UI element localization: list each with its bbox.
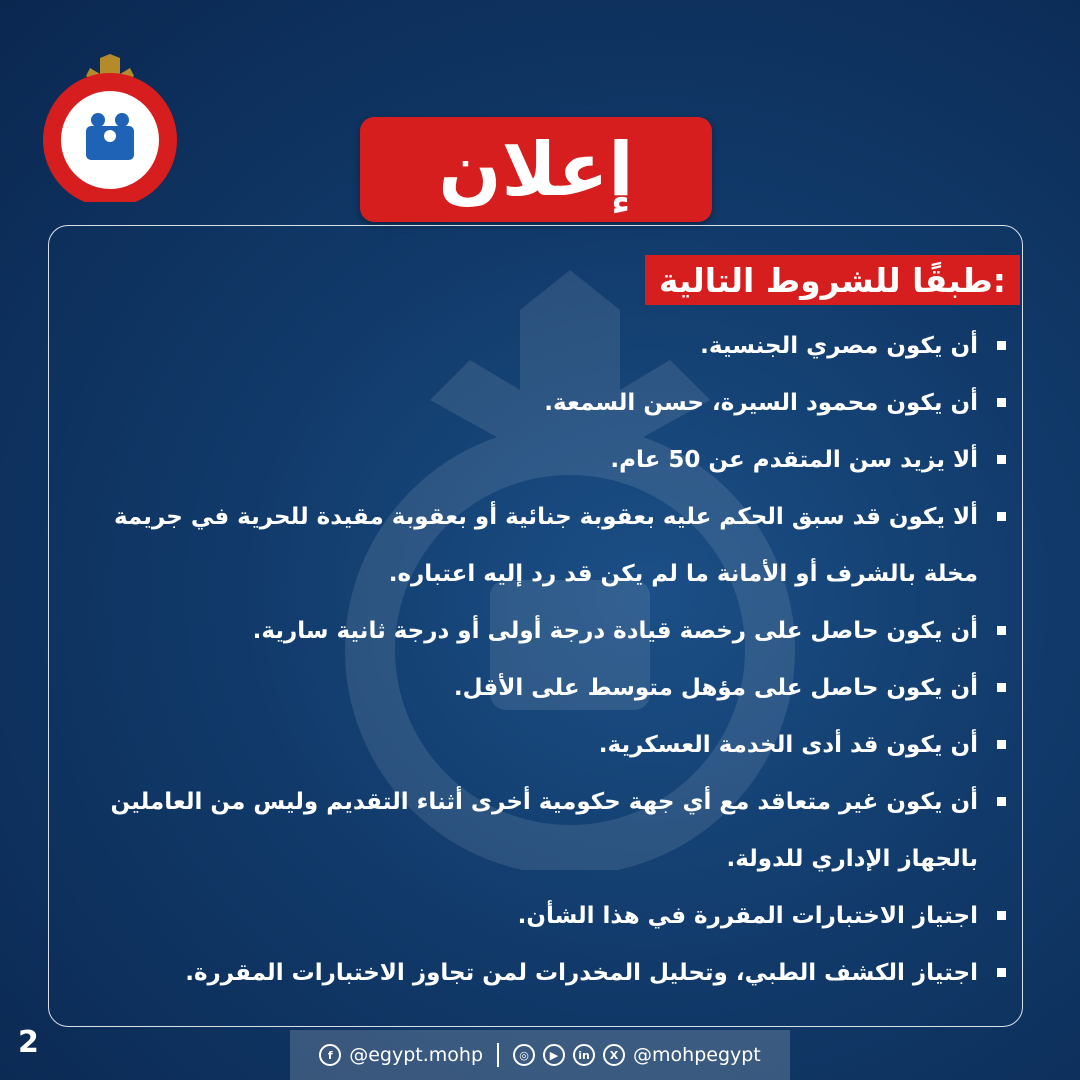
announcement-banner [360, 117, 712, 222]
bullet-icon [997, 455, 1006, 464]
conditions-subtitle: طبقًا للشروط التالية: [658, 260, 1006, 300]
condition-item: أن يكون قد أدى الخدمة العسكرية. [60, 717, 1008, 774]
bullet-icon [997, 512, 1006, 521]
conditions-subtitle-box [645, 255, 1020, 305]
condition-item: اجتياز الكشف الطبي، وتحليل المخدرات لمن تجاوز الاختبارات المقررة. [60, 945, 1008, 1002]
announcement-title: إعلان [438, 126, 634, 213]
condition-item: ألا يكون قد سبق الحكم عليه بعقوبة جنائية أو بعقوبة مقيدة للحرية في جريمة مخلة بالشرف أو الأمانة ما لم يكن قد رد إليه اعتباره. [60, 489, 1008, 603]
social-handle[interactable]: @mohpegypt [633, 1044, 761, 1066]
bullet-icon [997, 968, 1006, 977]
footer-divider [497, 1043, 499, 1067]
bullet-icon [997, 626, 1006, 635]
youtube-icon[interactable]: ▶ [543, 1044, 565, 1066]
page-number: 2 [18, 1025, 39, 1060]
bullet-icon [997, 398, 1006, 407]
bullet-icon [997, 740, 1006, 749]
bullet-icon [997, 683, 1006, 692]
condition-item: أن يكون حاصل على مؤهل متوسط على الأقل. [60, 660, 1008, 717]
linkedin-icon[interactable]: in [573, 1044, 595, 1066]
conditions-list [60, 318, 1008, 1002]
x-icon[interactable]: X [603, 1044, 625, 1066]
condition-item: أن يكون حاصل على رخصة قيادة درجة أولى أو درجة ثانية سارية. [60, 603, 1008, 660]
bullet-icon [997, 341, 1006, 350]
facebook-handle[interactable]: @egypt.mohp [349, 1044, 484, 1066]
facebook-icon[interactable]: f [319, 1044, 341, 1066]
condition-item: ألا يزيد سن المتقدم عن 50 عام. [60, 432, 1008, 489]
bullet-icon [997, 911, 1006, 920]
instagram-icon[interactable]: ◎ [513, 1044, 535, 1066]
condition-item: أن يكون غير متعاقد مع أي جهة حكومية أخرى أثناء التقديم وليس من العاملين بالجهاز الإداري للدولة. [60, 774, 1008, 888]
condition-item: أن يكون مصري الجنسية. [60, 318, 1008, 375]
condition-item: اجتياز الاختبارات المقررة في هذا الشأن. [60, 888, 1008, 945]
bullet-icon [997, 797, 1006, 806]
condition-item: أن يكون محمود السيرة، حسن السمعة. [60, 375, 1008, 432]
social-footer [290, 1030, 790, 1080]
ministry-logo [42, 52, 178, 202]
